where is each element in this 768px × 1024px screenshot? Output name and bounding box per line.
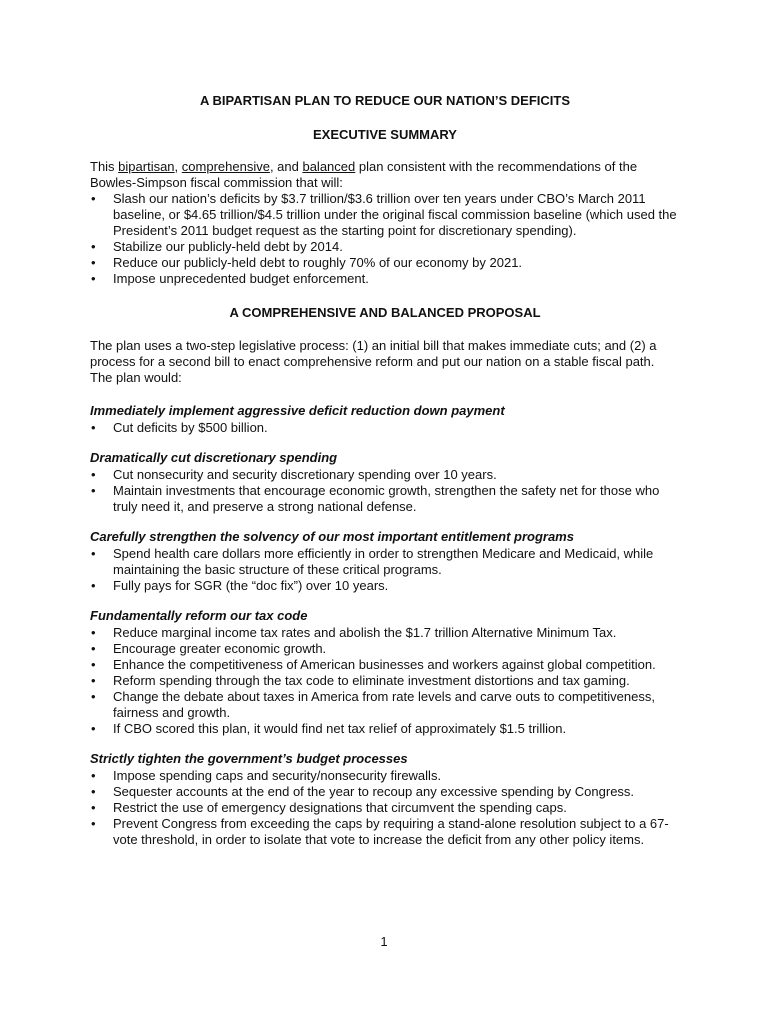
intro-word-balanced: balanced bbox=[302, 159, 356, 174]
section-heading: Dramatically cut discretionary spending bbox=[90, 450, 338, 465]
bullet-icon: • bbox=[91, 673, 96, 688]
executive-summary-heading: EXECUTIVE SUMMARY bbox=[313, 127, 457, 142]
bullet-text: Sequester accounts at the end of the year to recoup any excessive spending by Congress. bbox=[113, 784, 635, 799]
bullet-text: Slash our nation’s deficits by $3.7 trillion/$3.6 trillion over ten years under CBO’s March 2011 baseline, or $4.65 trillion/$4.5 trillion under the original fiscal commission baseline (which used the President’s 2011 budget request as the starting point for discretionary spending). bbox=[113, 191, 677, 238]
bullet-icon: • bbox=[91, 768, 96, 783]
bullet-icon: • bbox=[91, 800, 96, 815]
bullet-icon: • bbox=[91, 625, 96, 640]
section-heading: Fundamentally reform our tax code bbox=[90, 608, 308, 623]
bullet-icon: • bbox=[91, 546, 96, 561]
proposal-section bbox=[90, 751, 680, 848]
bullet-text: Prevent Congress from exceeding the caps by requiring a stand-alone resolution subject to a 67-vote threshold, in order to isolate that vote to increase the deficit from any other policy items. bbox=[113, 816, 669, 847]
bullet-icon: • bbox=[91, 420, 96, 435]
bullet-item bbox=[90, 255, 680, 271]
intro-word-bipartisan: bipartisan bbox=[118, 159, 175, 174]
bullet-item bbox=[90, 578, 680, 594]
bullet-item bbox=[90, 641, 680, 657]
bullet-icon: • bbox=[91, 255, 96, 270]
section-bullet-list bbox=[90, 546, 680, 594]
bullet-icon: • bbox=[91, 641, 96, 656]
section-heading: Carefully strengthen the solvency of our most important entitlement programs bbox=[90, 529, 574, 544]
page-number: 1 bbox=[380, 934, 388, 949]
intro-sep: , bbox=[174, 159, 182, 174]
bullet-text: Fully pays for SGR (the “doc fix”) over 10 years. bbox=[113, 578, 389, 593]
bullet-item bbox=[90, 800, 680, 816]
bullet-text: Reform spending through the tax code to eliminate investment distortions and tax gaming. bbox=[113, 673, 630, 688]
proposal-section bbox=[90, 529, 680, 594]
bullet-item bbox=[90, 657, 680, 673]
bullet-item bbox=[90, 271, 680, 287]
intro-word-comprehensive: comprehensive bbox=[181, 159, 270, 174]
intro-lead: This bbox=[90, 159, 119, 174]
bullet-text: Enhance the competitiveness of American businesses and workers against global competition. bbox=[113, 657, 656, 672]
intro-sep: , and bbox=[269, 159, 303, 174]
section-bullet-list bbox=[90, 467, 680, 515]
bullet-text: Encourage greater economic growth. bbox=[113, 641, 327, 656]
bullet-text: Spend health care dollars more efficiently in order to strengthen Medicare and Medicaid, while maintaining the basic structure of these critical programs. bbox=[113, 546, 654, 577]
bullet-item bbox=[90, 784, 680, 800]
executive-summary-list bbox=[90, 191, 680, 287]
bullet-icon: • bbox=[91, 467, 96, 482]
proposal-section bbox=[90, 450, 680, 515]
section-bullet-list bbox=[90, 768, 680, 848]
bullet-text: Stabilize our publicly-held debt by 2014. bbox=[113, 239, 343, 254]
bullet-icon: • bbox=[91, 578, 96, 593]
section-heading: Immediately implement aggressive deficit reduction down payment bbox=[90, 403, 505, 418]
bullet-icon: • bbox=[91, 483, 96, 498]
bullet-text: Impose spending caps and security/nonsecurity firewalls. bbox=[113, 768, 442, 783]
bullet-item bbox=[90, 625, 680, 641]
proposal-intro: The plan uses a two-step legislative process: (1) an initial bill that makes immediate cuts; and (2) a process for a second bill to enact comprehensive reform and put our nation on a stable fiscal path. The plan would: bbox=[90, 338, 657, 385]
section-bullet-list bbox=[90, 420, 680, 436]
bullet-icon: • bbox=[91, 816, 96, 831]
bullet-text: Change the debate about taxes in America from rate levels and carve outs to competitiveness, fairness and growth. bbox=[113, 689, 655, 720]
bullet-item bbox=[90, 721, 680, 737]
bullet-text: Cut deficits by $500 billion. bbox=[113, 420, 268, 435]
bullet-text: Restrict the use of emergency designations that circumvent the spending caps. bbox=[113, 800, 567, 815]
document-title: A BIPARTISAN PLAN TO REDUCE OUR NATION’S DEFICITS bbox=[199, 93, 571, 108]
bullet-text: Maintain investments that encourage economic growth, strengthen the safety net for those who truly need it, and preserve a strong national defense. bbox=[113, 483, 660, 514]
bullet-item bbox=[90, 467, 680, 483]
bullet-icon: • bbox=[91, 689, 96, 704]
bullet-item bbox=[90, 546, 680, 578]
bullet-text: Impose unprecedented budget enforcement. bbox=[113, 271, 369, 286]
bullet-item bbox=[90, 191, 680, 239]
bullet-text: Reduce our publicly-held debt to roughly 70% of our economy by 2021. bbox=[113, 255, 523, 270]
bullet-item bbox=[90, 689, 680, 721]
bullet-item bbox=[90, 420, 680, 436]
bullet-item bbox=[90, 483, 680, 515]
bullet-icon: • bbox=[91, 657, 96, 672]
document-body bbox=[90, 93, 680, 862]
bullet-icon: • bbox=[91, 721, 96, 736]
proposal-sections bbox=[90, 403, 680, 848]
bullet-icon: • bbox=[91, 271, 96, 286]
section-heading: Strictly tighten the government’s budget processes bbox=[90, 751, 408, 766]
bullet-text: Reduce marginal income tax rates and abolish the $1.7 trillion Alternative Minimum Tax. bbox=[113, 625, 617, 640]
proposal-heading: A COMPREHENSIVE AND BALANCED PROPOSAL bbox=[229, 305, 541, 320]
bullet-icon: • bbox=[91, 239, 96, 254]
section-bullet-list bbox=[90, 625, 680, 737]
proposal-section bbox=[90, 403, 680, 436]
proposal-section bbox=[90, 608, 680, 737]
bullet-icon: • bbox=[91, 191, 96, 206]
bullet-item bbox=[90, 768, 680, 784]
bullet-icon: • bbox=[91, 784, 96, 799]
bullet-text: If CBO scored this plan, it would find net tax relief of approximately $1.5 trillion. bbox=[113, 721, 567, 736]
bullet-item bbox=[90, 239, 680, 255]
executive-summary-intro bbox=[90, 159, 680, 191]
bullet-item bbox=[90, 673, 680, 689]
bullet-item bbox=[90, 816, 680, 848]
intro-tail: plan consistent with the recommendations of the Bowles-Simpson fiscal commission that will: bbox=[90, 159, 638, 190]
bullet-text: Cut nonsecurity and security discretionary spending over 10 years. bbox=[113, 467, 497, 482]
